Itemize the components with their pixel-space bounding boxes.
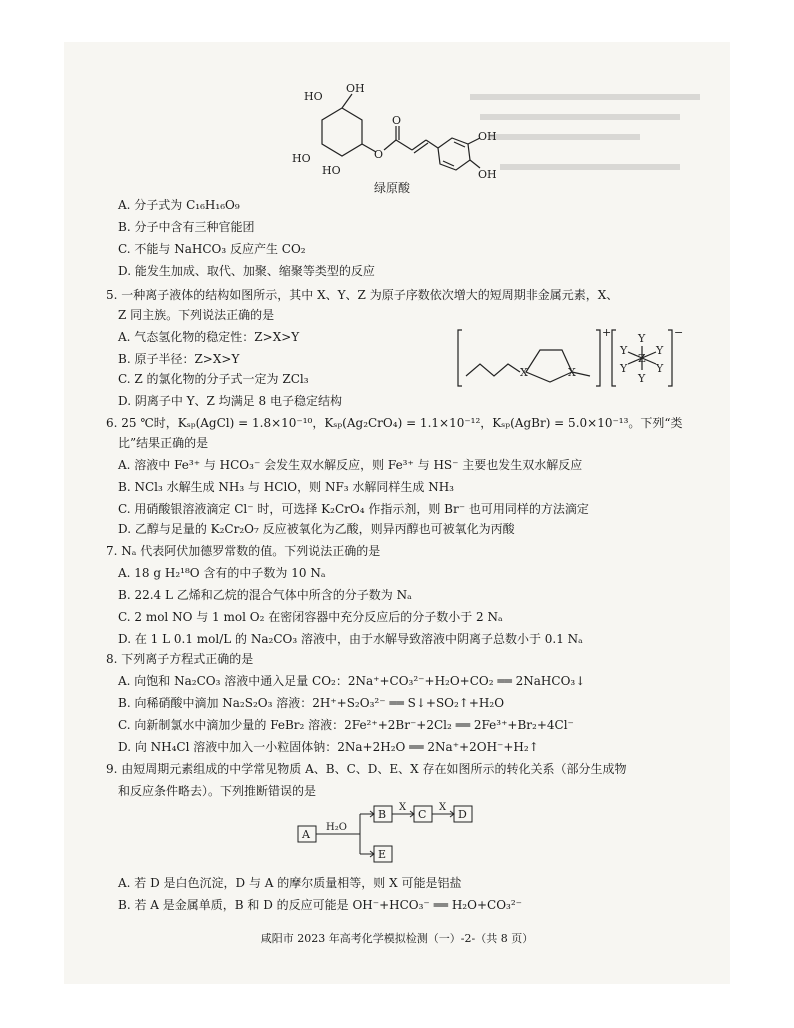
struct-label-ho-left: HO [292,152,311,165]
q5-stem-2: Z 同主族。下列说法正确的是 [118,308,275,322]
q9-box-b: B [378,808,387,821]
q5-option-d: D. 阴离子中 Y、Z 均满足 8 电子稳定结构 [118,394,342,408]
q6-option-b: B. NCl₃ 水解生成 NH₃ 与 HClO，则 NF₃ 水解同样生成 NH₃ [118,480,454,494]
q6-option-c: C. 用硝酸银溶液滴定 Cl⁻ 时，可选择 K₂CrO₄ 作指示剂，则 Br⁻ 也可用同样的方法滴定 [118,502,589,516]
page-footer: 咸阳市 2023 年高考化学模拟检测（一）-2-（共 8 页） [260,932,534,945]
ionic-liquid-structure [450,326,682,392]
q4-option-b: B. 分子中含有三种官能团 [118,220,255,234]
anion-y-6: Y [638,372,646,385]
q9-box-d: D [458,808,467,821]
q8-option-c: C. 向新制氯水中滴加少量的 FeBr₂ 溶液：2Fe²⁺+2Br⁻+2Cl₂ ══ 2Fe³⁺+Br₂+4Cl⁻ [118,718,574,732]
q7-option-c: C. 2 mol NO 与 1 mol O₂ 在密闭容器中充分反应后的分子数小于 2 Nₐ [118,610,503,624]
q8-option-d: D. 向 NH₄Cl 溶液中加入一小粒固体钠：2Na+2H₂O ══ 2Na⁺+2OH⁻+H₂↑ [118,740,539,754]
chlorogenic-acid-structure [280,78,510,196]
q8-stem: 8. 下列离子方程式正确的是 [106,652,254,666]
q4-option-d: D. 能发生加成、取代、加聚、缩聚等类型的反应 [118,264,375,278]
q5-option-b: B. 原子半径：Z>X>Y [118,352,240,366]
q8-option-b: B. 向稀硝酸中滴加 Na₂S₂O₃ 溶液：2H⁺+S₂O₃²⁻ ══ S↓+SO₂↑+H₂O [118,696,505,710]
q9-box-a: A [302,828,310,841]
anion-y-5: Y [656,362,664,375]
struct-label-o-ester: O [374,148,384,161]
anion-minus-sign: − [674,326,684,339]
struct-label-o-carbonyl: O [392,114,402,127]
anion-y-2: Y [620,344,628,357]
cation-plus-sign: + [602,326,612,339]
struct-label-ho-top: HO [304,90,323,103]
q7-option-b: B. 22.4 L 乙烯和乙烷的混合气体中所含的分子数为 Nₐ [118,588,412,602]
q9-option-b: B. 若 A 是金属单质，B 和 D 的反应可能是 OH⁻+HCO₃⁻ ══ H₂O+CO₃²⁻ [118,898,522,912]
anion-y-1: Y [638,332,646,345]
q6-stem-2: 比”结果正确的是 [118,436,209,450]
struct-label-ho-bottom: HO [322,164,341,177]
q9-conversion-diagram [296,802,486,872]
anion-y-3: Y [656,344,664,357]
q9-stem-1: 9. 由短周期元素组成的中学常见物质 A、B、C、D、E、X 存在如图所示的转化关系（部分生成物 [106,762,627,776]
q9-reagent-x-2: X [439,802,447,813]
q8-option-a: A. 向饱和 Na₂CO₃ 溶液中通入足量 CO₂：2Na⁺+CO₃²⁻+H₂O+CO₂ ══ 2NaHCO₃↓ [118,674,586,688]
q9-stem-2: 和反应条件略去）。下列推断错误的是 [118,784,317,798]
cation-x-2: X [568,366,576,379]
q4-option-a: A. 分子式为 C₁₆H₁₆O₉ [118,198,240,212]
q5-option-c: C. Z 的氯化物的分子式一定为 ZCl₃ [118,372,309,386]
q6-option-d: D. 乙醇与足量的 K₂Cr₂O₇ 反应被氧化为乙酸，则异丙醇也可被氧化为丙酸 [118,522,515,536]
struct-label-oh-acid: OH [346,82,365,95]
q9-reagent-x-1: X [399,802,407,813]
struct-label-oh-ring2: OH [478,168,497,181]
cation-x-1: X [520,366,528,379]
q9-option-a: A. 若 D 是白色沉淀，D 与 A 的摩尔质量相等，则 X 可能是铝盐 [118,876,462,890]
q9-box-c: C [418,808,427,821]
q7-option-a: A. 18 g H₂¹⁸O 含有的中子数为 10 Nₐ [118,566,326,580]
struct-label-oh-ring1: OH [478,130,497,143]
q6-option-a: A. 溶液中 Fe³⁺ 与 HCO₃⁻ 会发生双水解反应，则 Fe³⁺ 与 HS⁻ 主要也发生双水解反应 [118,458,583,472]
q6-stem-1: 6. 25 ℃时，Kₛₚ(AgCl) = 1.8×10⁻¹⁰，Kₛₚ(Ag₂CrO₄) = 1.1×10⁻¹²，Kₛₚ(AgBr) = 5.0×10⁻¹³。下列“类 [106,416,683,430]
q7-option-d: D. 在 1 L 0.1 mol/L 的 Na₂CO₃ 溶液中，由于水解导致溶液中阴离子总数小于 0.1 Nₐ [118,632,583,646]
compound-name: 绿原酸 [374,181,411,195]
q9-reagent-h2o: H₂O [326,822,347,833]
q5-option-a: A. 气态氢化物的稳定性：Z>X>Y [118,330,300,344]
q7-stem: 7. Nₐ 代表阿伏加德罗常数的值。下列说法正确的是 [106,544,381,558]
q5-stem-1: 5. 一种离子液体的结构如图所示，其中 X、Y、Z 为原子序数依次增大的短周期非金属元素，X、 [106,288,619,302]
q9-box-e: E [378,848,387,861]
anion-y-4: Y [620,362,628,375]
anion-z: Z [638,352,646,365]
q4-option-c: C. 不能与 NaHCO₃ 反应产生 CO₂ [118,242,306,256]
